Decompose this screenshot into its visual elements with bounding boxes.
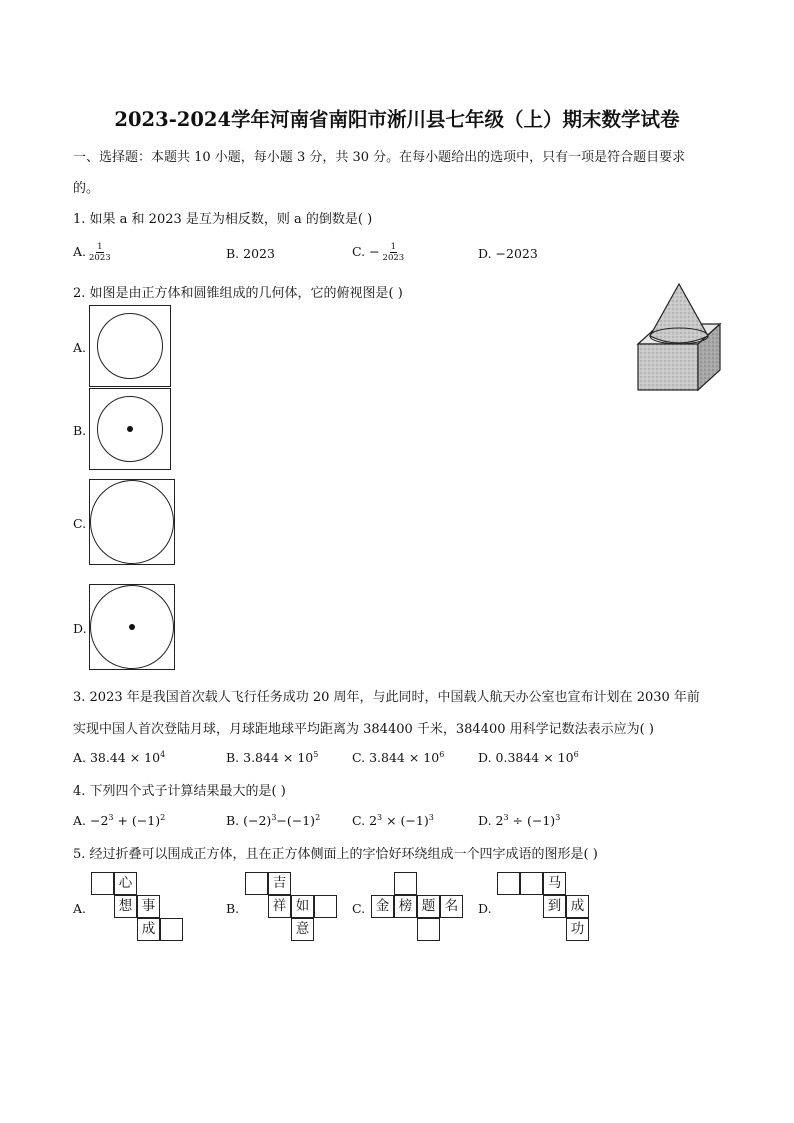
section-instructions-line1: 一、选择题：本题共 10 小题，每小题 3 分，共 30 分。在每小题给出的选项中，只有一项是符合题目要求: [73, 150, 686, 165]
net-cell: [314, 895, 337, 918]
q4-option-b: B. $(-2)^3-(-1)^2$: [226, 813, 321, 829]
net-cell: 想: [114, 895, 137, 918]
net-cell: 成: [137, 918, 160, 941]
q2-option-b-label: B.: [73, 423, 87, 438]
net-cell: [520, 872, 543, 895]
question-2-stem: 2. 如图是由正方体和圆锥组成的几何体，它的俯视图是( ): [73, 286, 403, 301]
question-4-stem: 4. 下列四个式子计算结果最大的是( ): [73, 784, 286, 799]
q2-option-d-figure: [89, 584, 175, 670]
question-3-line1: 3. 2023 年是我国首次载人飞行任务成功 20 周年，与此同时，中国载人航天办公室也宣布计划在 2030 年前: [73, 690, 700, 705]
circle-shape: [90, 480, 174, 564]
q5-option-a-label: A.: [73, 901, 87, 916]
net-cell: 祥: [268, 895, 291, 918]
q3-option-a: A. $38.44 \times 10^4$: [73, 750, 166, 766]
q3-option-d: D. $0.3844 \times 10^6$: [478, 750, 579, 766]
net-cell: 金: [371, 895, 394, 918]
center-dot: [129, 624, 135, 630]
net-cell: 榜: [394, 895, 417, 918]
net-cell: 名: [440, 895, 463, 918]
net-cell: 题: [417, 895, 440, 918]
q1-option-a: A. $\frac{1}{2023}$: [73, 242, 111, 263]
q5-option-c-label: C.: [352, 901, 366, 916]
net-cell: [160, 918, 183, 941]
net-cell: 成: [566, 895, 589, 918]
q2-option-c-figure: [89, 479, 175, 565]
q1-option-d: D. −2023: [478, 246, 538, 261]
q5-option-b-label: B.: [226, 901, 240, 916]
q5-option-d-label: D.: [478, 901, 492, 916]
q1-option-c: C. − $\frac{1}{2023}$: [352, 242, 405, 263]
net-cell: [91, 872, 114, 895]
q2-option-c-label: C.: [73, 516, 87, 531]
q4-option-c: C. $2^3 \times (-1)^3$: [352, 813, 434, 829]
net-cell: [417, 918, 440, 941]
page-title: 2023-2024学年河南省南阳市淅川县七年级（上）期末数学试卷: [114, 108, 680, 131]
question-1-stem: 1. 如果 a 和 2023 是互为相反数，则 a 的倒数是( ): [73, 212, 373, 227]
net-cell: 到: [543, 895, 566, 918]
net-cell: 心: [114, 872, 137, 895]
net-cell: 功: [566, 918, 589, 941]
section-instructions-line2: 的。: [73, 181, 100, 196]
q2-option-a-label: A.: [73, 340, 87, 355]
net-cell: 事: [137, 895, 160, 918]
question-5-stem: 5. 经过折叠可以围成正方体，且在正方体侧面上的字恰好环绕组成一个四字成语的图形是( ): [73, 847, 598, 862]
q3-option-b: B. $3.844 \times 10^5$: [226, 750, 319, 766]
cube-cone-figure: [632, 280, 724, 394]
net-cell: 如: [291, 895, 314, 918]
question-3-line2: 实现中国人首次登陆月球，月球距地球平均距离为 384400 千米，384400 用科学记数法表示应为( ): [73, 722, 654, 737]
net-cell: [394, 872, 417, 895]
net-cell: 马: [543, 872, 566, 895]
net-cell: [245, 872, 268, 895]
center-dot: [127, 426, 133, 432]
q2-option-b-figure: [89, 388, 171, 470]
q4-option-d: D. $2^3 \div (-1)^3$: [478, 813, 561, 829]
q1-option-b: B. 2023: [226, 246, 275, 261]
net-cell: [497, 872, 520, 895]
net-cell: 吉: [268, 872, 291, 895]
q4-option-a: A. $-2^3 + (-1)^2$: [73, 813, 166, 829]
q2-option-a-figure: [89, 305, 171, 387]
q3-option-c: C. $3.844 \times 10^6$: [352, 750, 445, 766]
circle-shape: [97, 313, 163, 379]
net-cell: 意: [291, 918, 314, 941]
q2-option-d-label: D.: [73, 621, 87, 636]
